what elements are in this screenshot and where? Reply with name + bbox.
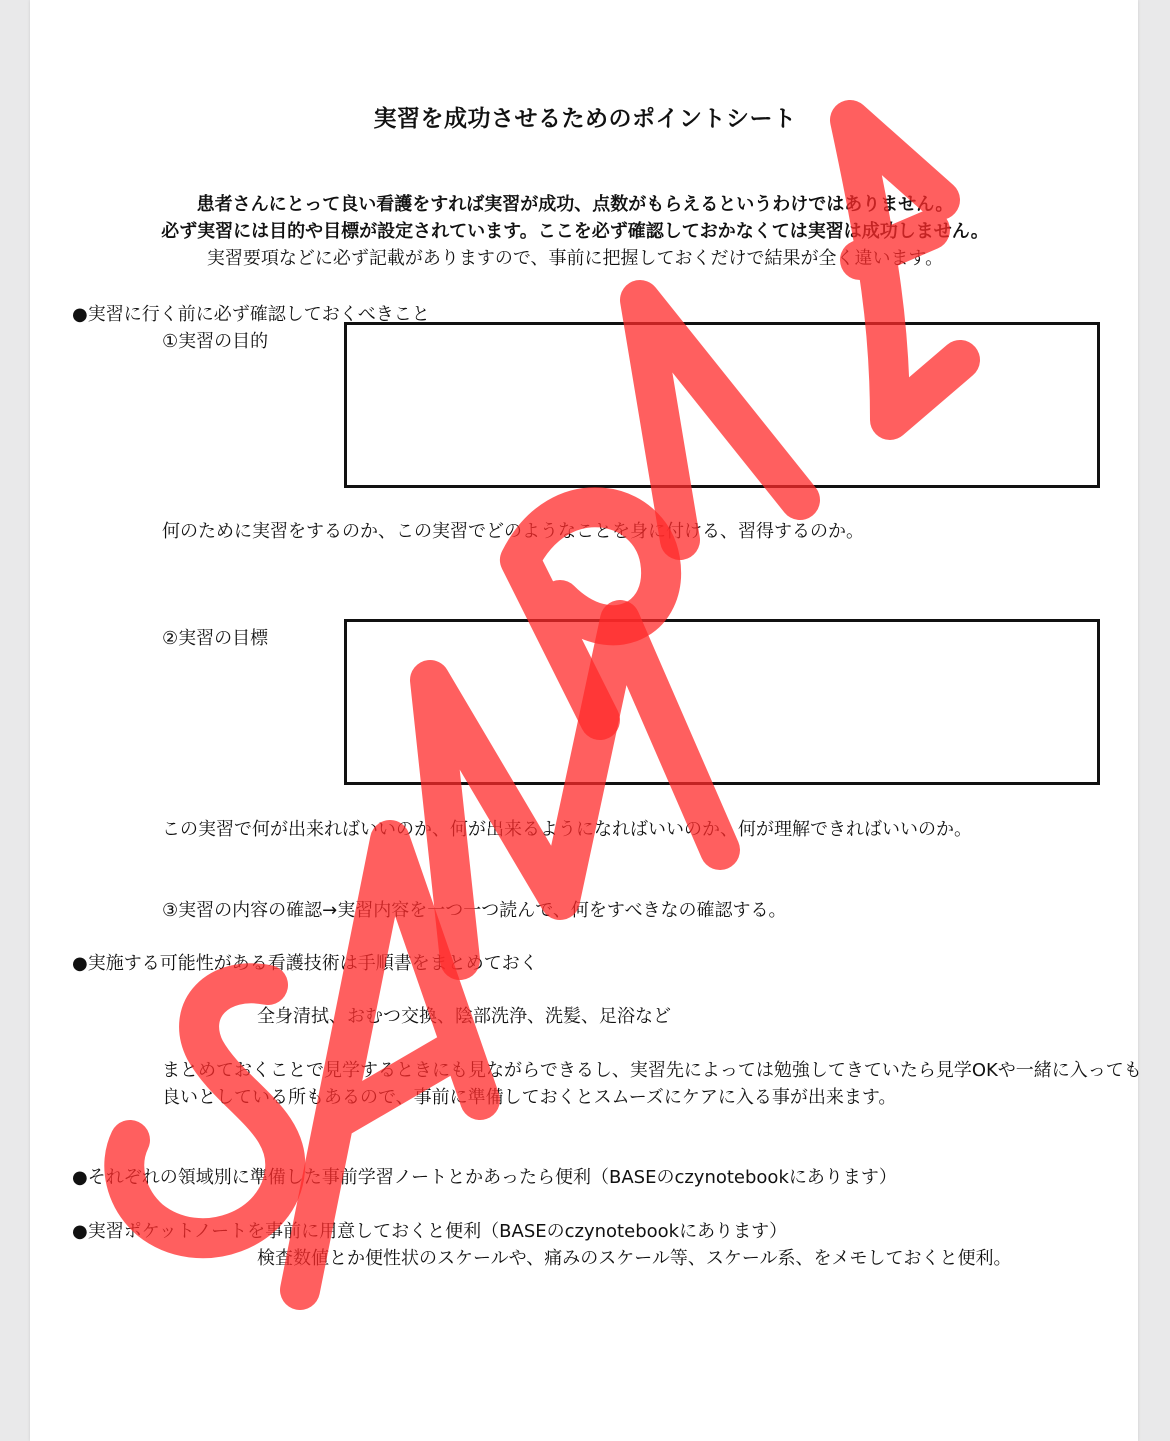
section4-note: 検査数値とか便性状のスケールや、痛みのスケール等、スケール系、をメモしておくと便利。 <box>257 1248 1012 1269</box>
goal-input-box[interactable] <box>344 619 1100 785</box>
intro-line-1: 患者さんにとって良い看護をすれば実習が成功、点数がもらえるというわけではありません。 <box>196 194 954 215</box>
skill-examples: 全身清拭、おむつ交換、陰部洗浄、洗髪、足浴など <box>257 1006 671 1027</box>
section1-heading: ●実習に行く前に必ず確認しておくべきこと <box>72 304 430 325</box>
page-title: 実習を成功させるためのポイントシート <box>373 106 797 132</box>
section3-heading: ●それぞれの領域別に準備した事前学習ノートとかあったら便利（BASEのczynotebookにあります） <box>72 1167 897 1188</box>
skill-note-line-2: 良いとしている所もあるので、事前に準備しておくとスムーズにケアに入る事が出来ます。 <box>162 1087 897 1108</box>
purpose-input-box[interactable] <box>344 322 1100 488</box>
skill-note-line-1: まとめておくことで見学するときにも見ながらできるし、実習先によっては勉強してきていたら見学OKや一緒に入っても <box>162 1060 1142 1081</box>
intro-line-3: 実習要項などに必ず記載がありますので、事前に把握しておくだけで結果が全く違います。 <box>206 248 944 269</box>
goal-label: ②実習の目標 <box>162 628 269 649</box>
section2-heading: ●実施する可能性がある看護技術は手順書をまとめておく <box>72 953 538 974</box>
section4-heading: ●実習ポケットノートを事前に用意しておくと便利（BASEのczynotebookにあります） <box>72 1221 788 1242</box>
intro-line-2: 必ず実習には目的や目標が設定されています。ここを必ず確認しておかなくては実習は成功しません。 <box>161 221 989 242</box>
purpose-label: ①実習の目的 <box>162 331 269 352</box>
purpose-note: 何のために実習をするのか、この実習でどのようなことを身に付ける、習得するのか。 <box>162 521 864 542</box>
content-check-item: ③実習の内容の確認→実習内容を一つ一つ読んで、何をすべきなの確認する。 <box>162 900 787 921</box>
goal-note: この実習で何が出来ればいいのか、何が出来るようになればいいのか、何が理解できればいいのか。 <box>162 819 972 840</box>
